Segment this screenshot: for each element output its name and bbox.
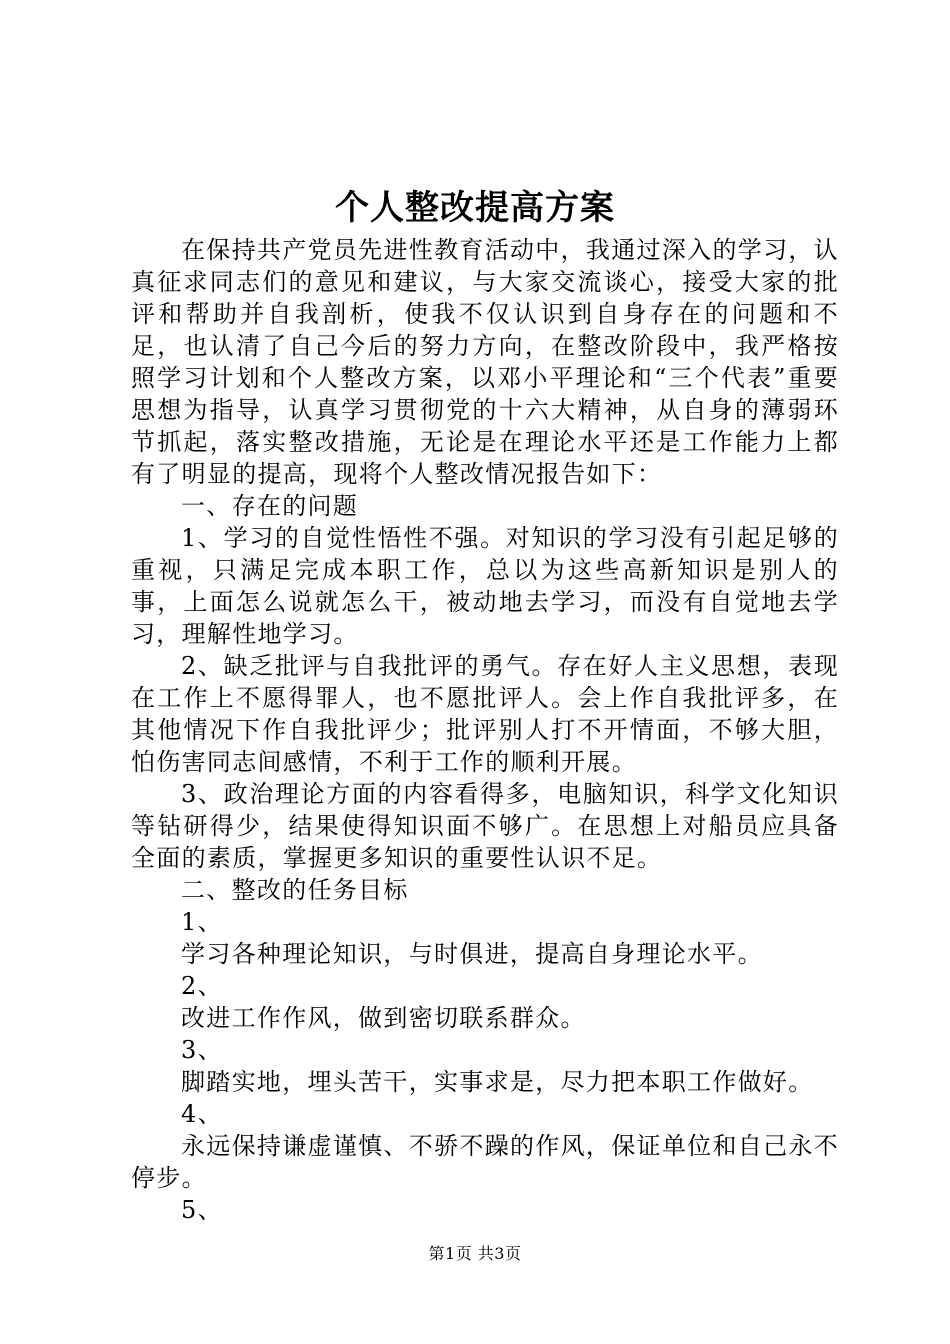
goal-text-1: 学习各种理论知识，与时俱进，提高自身理论水平。	[181, 940, 763, 968]
goal-number-3: 3、	[181, 1036, 223, 1064]
goal-text-3: 脚踏实地，埋头苦干，实事求是，尽力把本职工作做好。	[181, 1068, 814, 1096]
goal-text-2: 改进工作作风，做到密切联系群众。	[181, 1004, 586, 1032]
goal-number-5: 5、	[181, 1196, 223, 1224]
problem-item-2: 2、缺乏批评与自我批评的勇气。存在好人主义思想，表现在工作上不愿得罪人，也不愿批评人。会上作自我批评多，在其他情况下作自我批评少；批评别人打不开情面，不够大胆，怕伤害同志间感情，不利于工作的顺利开展。	[131, 652, 839, 776]
goal-number-2: 2、	[181, 972, 223, 1000]
page-footer: 第1页 共3页	[428, 1244, 522, 1263]
goal-text-4: 永远保持谦虚谨慎、不骄不躁的作风，保证单位和自己永不停步。	[131, 1132, 839, 1192]
goal-number-1: 1、	[181, 908, 223, 936]
section-heading-goals: 二、整改的任务目标	[181, 876, 409, 904]
intro-paragraph: 在保持共产党员先进性教育活动中，我通过深入的学习，认真征求同志们的意见和建议，与大家交流谈心，接受大家的批评和帮助并自我剖析，使我不仅认识到自身存在的问题和不足，也认清了自己今后的努力方向，在整改阶段中，我严格按照学习计划和个人整改方案，以邓小平理论和“三个代表”重要思想为指导，认真学习贯彻党的十六大精神，从自身的薄弱环节抓起，落实整改措施，无论是在理论水平还是工作能力上都有了明显的提高，现将个人整改情况报告如下：	[131, 236, 839, 488]
document-body	[131, 234, 839, 1226]
problem-item-3: 3、政治理论方面的内容看得多，电脑知识，科学文化知识等钻研得少，结果使得知识面不够广。在思想上对船员应具备全面的素质，掌握更多知识的重要性认识不足。	[131, 780, 839, 872]
goal-number-4: 4、	[181, 1100, 223, 1128]
section-heading-problems: 一、存在的问题	[181, 492, 359, 520]
problem-item-1: 1、学习的自觉性悟性不强。对知识的学习没有引起足够的重视，只满足完成本职工作，总以为这些高新知识是别人的事，上面怎么说就怎么干，被动地去学习，而没有自觉地去学习，理解性地学习。	[131, 524, 839, 648]
document-title: 个人整改提高方案	[335, 188, 615, 228]
